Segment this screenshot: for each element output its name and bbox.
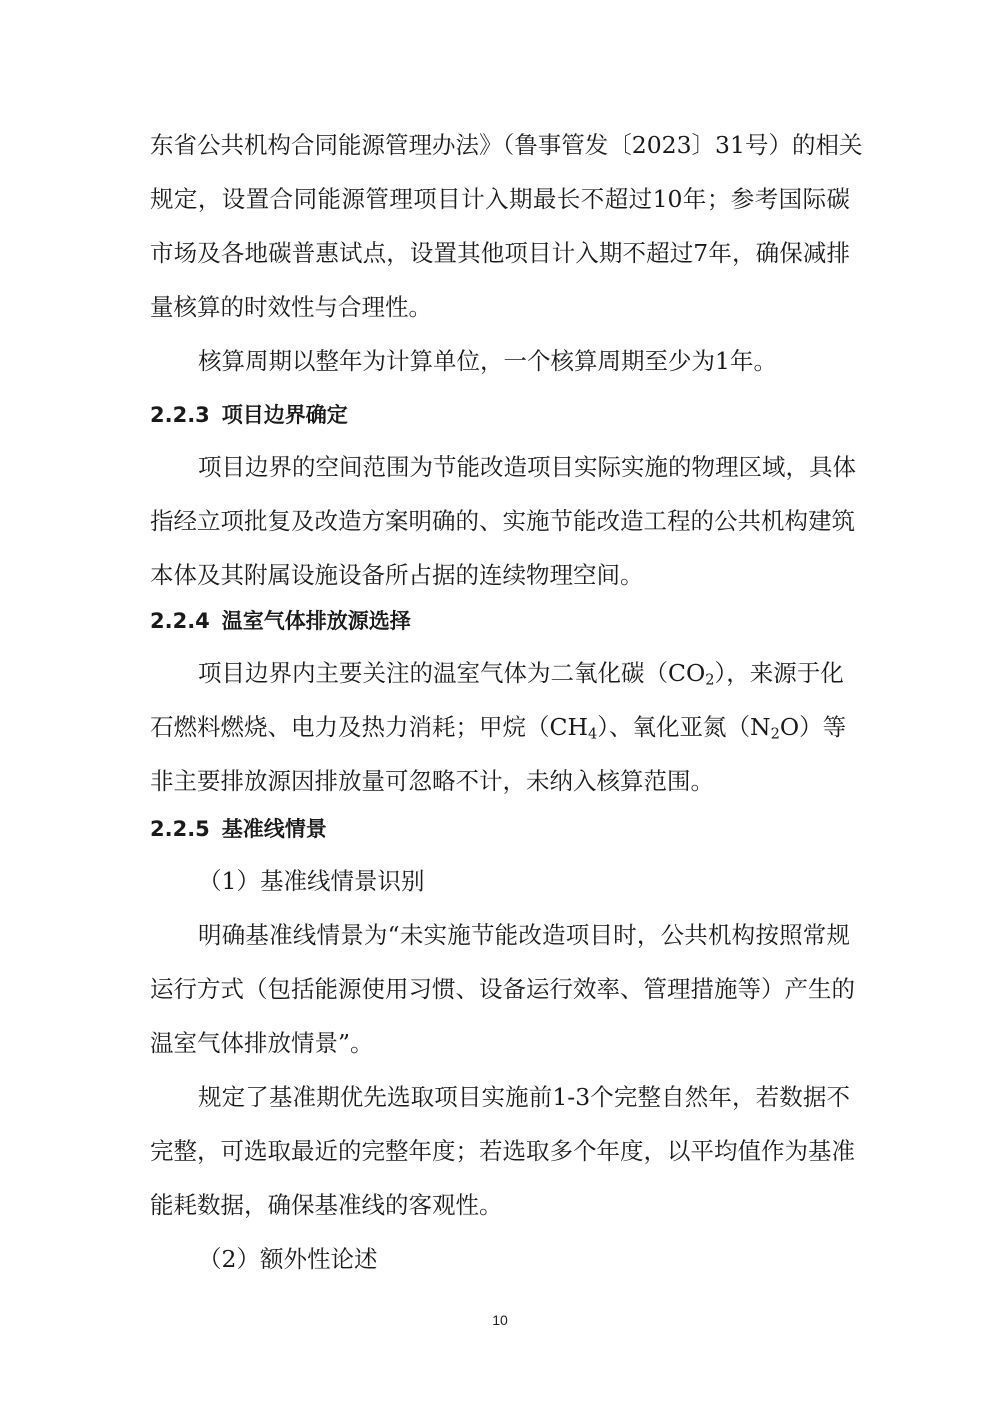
paragraph-line: 规定，设置合同能源管理项目计入期最长不超过10年；参考国际碳 (150, 185, 850, 213)
paragraph-line: 量核算的时效性与合理性。 (150, 293, 432, 321)
heading-text: 项目边界确定 (221, 403, 348, 427)
paragraph-line: 核算周期以整年为计算单位，一个核算周期至少为1年。 (198, 347, 777, 375)
paragraph-line: 能耗数据，确保基准线的客观性。 (150, 1191, 503, 1219)
paragraph-line (150, 712, 846, 742)
heading-text: 基准线情景 (221, 817, 327, 841)
section-heading-2-2-5 (150, 814, 327, 844)
subscript: 2 (705, 671, 715, 689)
subheading: （2）额外性论述 (198, 1245, 378, 1273)
paragraph-line: 东省公共机构合同能源管理办法》（鲁事管发〔2023〕31号）的相关 (150, 131, 863, 159)
paragraph-line: 明确基准线情景为“未实施节能改造项目时，公共机构按照常规 (198, 921, 850, 949)
heading-text: 温室气体排放源选择 (221, 609, 411, 633)
paragraph-line: 运行方式（包括能源使用习惯、设备运行效率、管理措施等）产生的 (150, 975, 855, 1003)
section-heading-2-2-3 (150, 400, 348, 430)
subscript: 2 (770, 725, 780, 743)
heading-number: 2.2.5 (150, 817, 210, 841)
paragraph-line: 温室气体排放情景”。 (150, 1029, 374, 1057)
paragraph-line: 指经立项批复及改造方案明确的、实施节能改造工程的公共机构建筑 (150, 507, 855, 535)
paragraph-line: 市场及各地碳普惠试点，设置其他项目计入期不超过7年，确保减排 (150, 239, 850, 267)
paragraph-line: 完整，可选取最近的完整年度；若选取多个年度，以平均值作为基准 (150, 1137, 855, 1165)
subscript: 4 (587, 725, 598, 743)
subheading: （1）基准线情景识别 (198, 867, 425, 895)
text-run: ）、氧化亚氮（N (597, 713, 771, 741)
paragraph-line: 项目边界的空间范围为节能改造项目实际实施的物理区域，具体 (198, 453, 856, 481)
paragraph-line: 非主要排放源因排放量可忽略不计，未纳入核算范围。 (150, 767, 714, 795)
text-run: 项目边界内主要关注的温室气体为二氧化碳（CO (198, 659, 706, 687)
section-heading-2-2-4 (150, 606, 411, 636)
text-run: O）等 (779, 713, 847, 741)
heading-number: 2.2.4 (150, 609, 210, 633)
heading-number: 2.2.3 (150, 403, 210, 427)
text-run: 石燃料燃烧、电力及热力消耗；甲烷（CH (150, 713, 588, 741)
page-number: 10 (492, 1312, 508, 1328)
paragraph-line (198, 658, 844, 688)
paragraph-line: 本体及其附属设施设备所占据的连续物理空间。 (150, 561, 644, 589)
text-run: ），来源于化 (714, 659, 844, 687)
paragraph-line: 规定了基准期优先选取项目实施前1-3个完整自然年，若数据不 (198, 1083, 850, 1111)
